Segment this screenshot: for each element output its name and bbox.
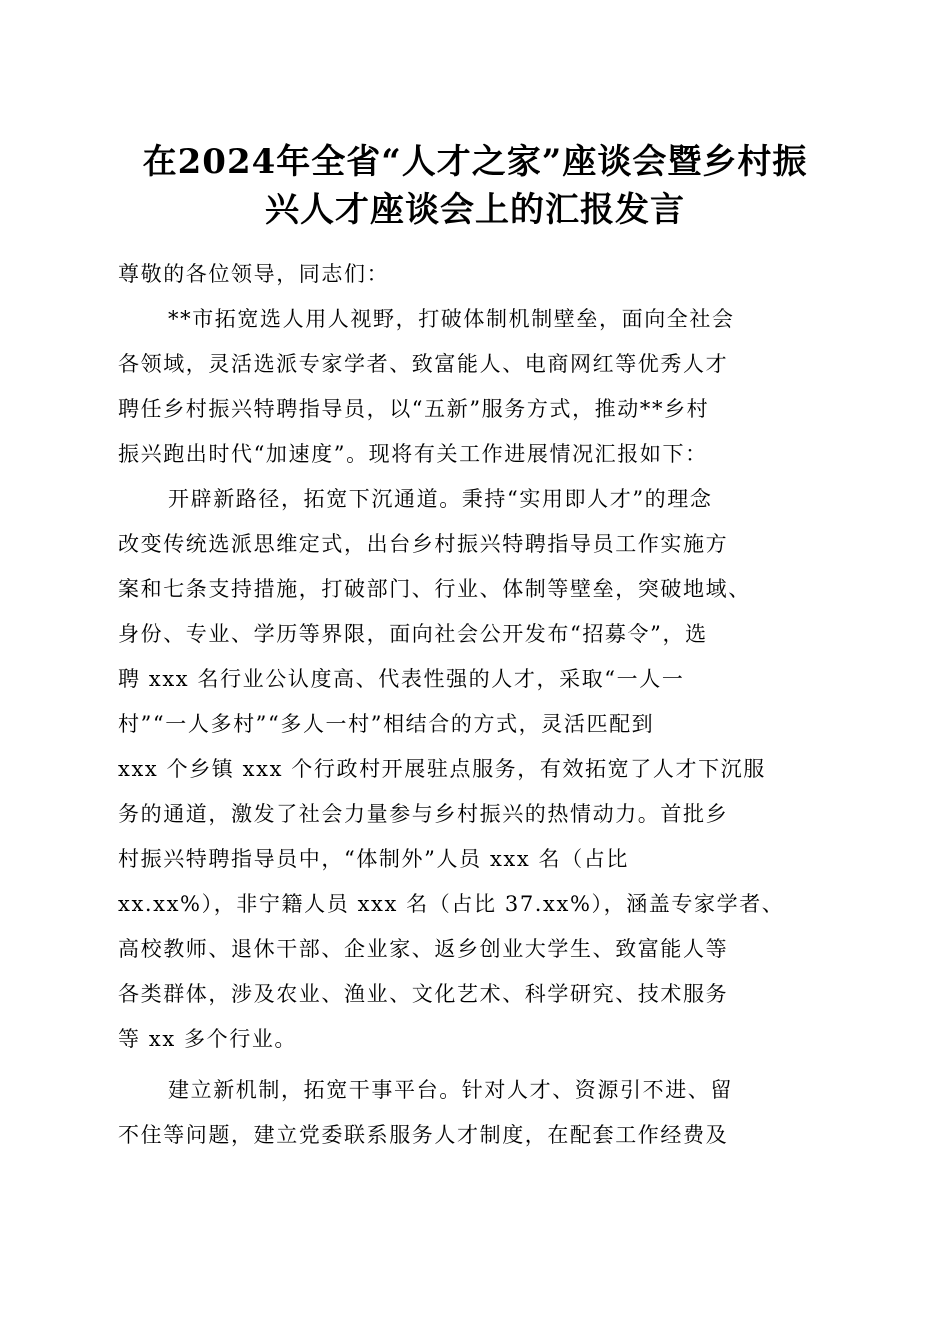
salutation: 尊敬的各位领导，同志们： (118, 262, 390, 286)
paragraph-line: 改变传统选派思维定式，出台乡村振兴特聘指导员工作实施方 (118, 532, 729, 556)
paragraph-line: 村振兴特聘指导员中，“体制外”人员 xxx 名（占比 (118, 847, 629, 871)
paragraph-line: 村”“一人多村”“多人一村”相结合的方式，灵活匹配到 (118, 712, 655, 736)
paragraph-new-path (118, 477, 834, 1062)
title-line: 在2024年全省“人才之家”座谈会暨乡村振 (142, 142, 808, 182)
paragraph-line: 高校教师、退休干部、企业家、返乡创业大学生、致富能人等 (118, 937, 729, 961)
paragraph-new-mechanism (118, 1068, 834, 1158)
paragraph-line: 开辟新路径，拓宽下沉通道。秉持“实用即人才”的理念 (168, 487, 713, 511)
paragraph-line: 等 xx 多个行业。 (118, 1027, 298, 1051)
paragraph-line: 不住等问题，建立党委联系服务人才制度，在配套工作经费及 (118, 1123, 729, 1147)
paragraph-line: 聘 xxx 名行业公认度高、代表性强的人才，采取“一人一 (118, 667, 685, 691)
paragraph-line: 建立新机制，拓宽干事平台。针对人才、资源引不进、留 (168, 1078, 733, 1102)
paragraph-line: **市拓宽选人用人视野，打破体制机制壁垒，面向全社会 (168, 307, 735, 331)
paragraph-line: 振兴跑出时代“加速度”。现将有关工作进展情况汇报如下： (118, 442, 708, 466)
title-line: 兴人才座谈会上的汇报发言 (265, 190, 685, 230)
document-body (118, 252, 834, 1158)
paragraph-line: 聘任乡村振兴特聘指导员，以“五新”服务方式，推动**乡村 (118, 397, 710, 421)
paragraph-line: xxx 个乡镇 xxx 个行政村开展驻点服务，有效拓宽了人才下沉服 (118, 757, 766, 781)
paragraph-line: 务的通道，激发了社会力量参与乡村振兴的热情动力。首批乡 (118, 802, 729, 826)
paragraph-line: 各领域，灵活选派专家学者、致富能人、电商网红等优秀人才 (118, 352, 729, 376)
document-title (100, 138, 850, 234)
paragraph-line: xx.xx%），非宁籍人员 xxx 名（占比 37.xx%），涵盖专家学者、 (118, 892, 785, 916)
paragraph-line: 身份、专业、学历等界限，面向社会公开发布“招募令”，选 (118, 622, 708, 646)
paragraph-line: 各类群体，涉及农业、渔业、文化艺术、科学研究、技术服务 (118, 982, 729, 1006)
paragraph-line: 案和七条支持措施，打破部门、行业、体制等壁垒，突破地域、 (118, 577, 751, 601)
paragraph-intro (118, 297, 834, 477)
